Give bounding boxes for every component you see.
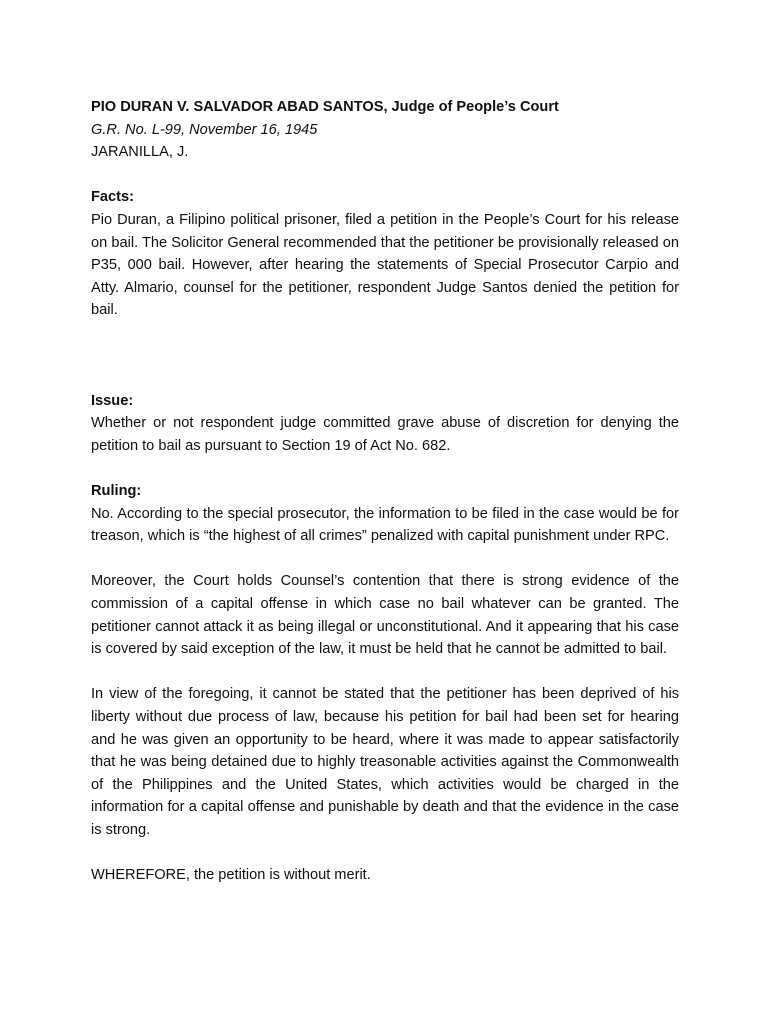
case-title: PIO DURAN V. SALVADOR ABAD SANTOS, Judge of People’s Court [91,99,559,115]
ponente: JARANILLA, J. [91,144,189,161]
ruling-paragraph-1: No. According to the special prosecutor, the information to be filed in the case would be for treason, which is “the highest of all crimes” penalized with capital punishment under RPC. [91,505,679,545]
facts-heading: Facts: [91,189,134,206]
ruling-paragraph-2: Moreover, the Court holds Counsel’s contention that there is strong evidence of the commission of a capital offense in which case no bail whatever can be granted. The petitioner cannot attack it as being illegal or unconstitutional. And it appearing that his case is covered by said exception of the law, it must be held that he cannot be admitted to bail. [91,573,679,658]
wherefore-paragraph: WHEREFORE, the petition is without merit. [91,867,371,884]
facts-paragraph: Pio Duran, a Filipino political prisoner, filed a petition in the People’s Court for his release on bail. The Solicitor General recommended that the petitioner be provisionally released on P35, 000 bail. However, after hearing the statements of Special Prosecutor Carpio and Atty. Almario, counsel for the petitioner, respondent Judge Santos denied the petition for bail. [91,211,679,319]
issue-paragraph: Whether or not respondent judge committed grave abuse of discretion for denying the petition to bail as pursuant to Section 19 of Act No. 682. [91,415,679,454]
ruling-paragraph-3: In view of the foregoing, it cannot be stated that the petitioner has been deprived of his liberty without due process of law, because his petition for bail had been set for hearing and he was given an opportunity to be heard, where it was made to appear satisfactorily that he was being detained due to highly treasonable activities against the Commonwealth of the Philippines and the United States, which activities would be charged in the information for a capital offense and punishable by death and that the evidence in the case is strong. [91,686,679,839]
issue-heading: Issue: [91,392,134,409]
case-citation: G.R. No. L-99, November 16, 1945 [91,121,318,138]
document-page [91,96,679,887]
ruling-heading: Ruling: [91,483,142,500]
